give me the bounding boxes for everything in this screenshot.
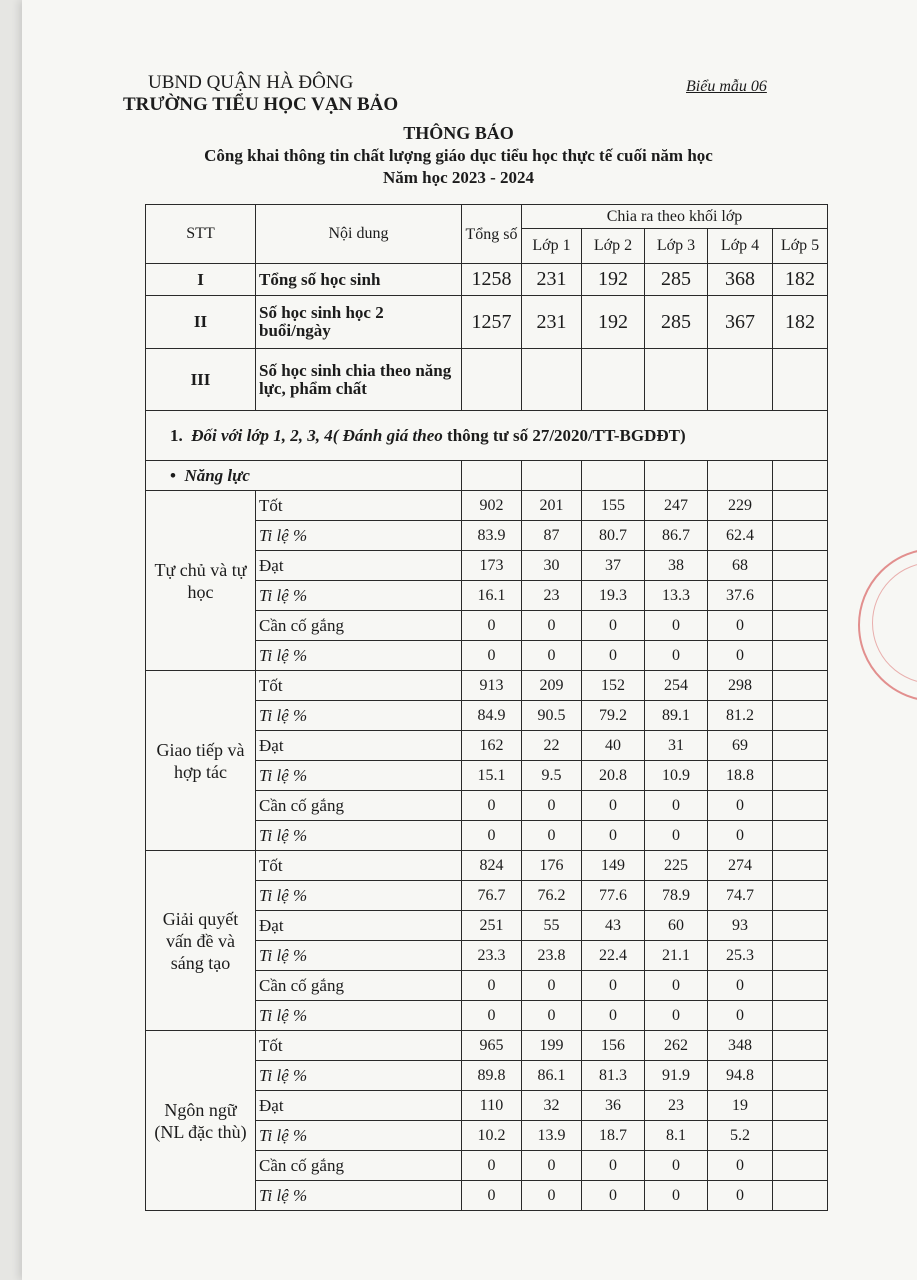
rating-label: Ti lệ % xyxy=(256,641,462,671)
row-stt: II xyxy=(146,296,256,349)
row-value: 13.3 xyxy=(645,581,708,611)
row-value: 0 xyxy=(645,1181,708,1211)
row-value: 81.3 xyxy=(582,1061,645,1091)
row-value: 0 xyxy=(582,1151,645,1181)
table-row xyxy=(146,491,828,521)
rating-label: Cần cố gắng xyxy=(256,971,462,1001)
school-year: Năm học 2023 - 2024 xyxy=(382,168,535,187)
table-row xyxy=(146,296,828,349)
header-grade-5: Lớp 5 xyxy=(773,229,828,264)
row-value: 93 xyxy=(708,911,773,941)
row-value: 0 xyxy=(582,821,645,851)
table-row xyxy=(146,264,828,296)
row-value: 155 xyxy=(582,491,645,521)
row-value: 199 xyxy=(522,1031,582,1061)
empty-cell-grade-5 xyxy=(773,581,828,611)
row-value: 156 xyxy=(582,1031,645,1061)
row-value: 69 xyxy=(708,731,773,761)
document-subtitle: Công khai thông tin chất lượng giáo dục tiểu học thực tế cuối năm học xyxy=(204,146,713,165)
rating-label: Tốt xyxy=(256,671,462,701)
row-value: 0 xyxy=(522,1001,582,1031)
row-label: Số học sinh chia theo năng lực, phẩm chất xyxy=(256,349,462,411)
table-row xyxy=(146,1031,828,1061)
row-value: 19 xyxy=(708,1091,773,1121)
empty-cell-grade-5 xyxy=(773,1181,828,1211)
header-stt: STT xyxy=(146,205,256,264)
row-value: 348 xyxy=(708,1031,773,1061)
row-total: 0 xyxy=(462,1001,522,1031)
row-total: 0 xyxy=(462,641,522,671)
row-value: 20.8 xyxy=(582,761,645,791)
row-total: 251 xyxy=(462,911,522,941)
empty-cell-grade-5 xyxy=(773,1031,828,1061)
row-value: 86.1 xyxy=(522,1061,582,1091)
row-value: 231 xyxy=(522,264,582,296)
row-value: 0 xyxy=(645,821,708,851)
row-stt: I xyxy=(146,264,256,296)
row-value: 36 xyxy=(582,1091,645,1121)
row-value: 38 xyxy=(645,551,708,581)
row-total: 89.8 xyxy=(462,1061,522,1091)
row-value: 0 xyxy=(582,1181,645,1211)
row-total: 965 xyxy=(462,1031,522,1061)
row-total: 902 xyxy=(462,491,522,521)
row-value: 201 xyxy=(522,491,582,521)
rating-label: Tốt xyxy=(256,491,462,521)
row-value: 0 xyxy=(708,611,773,641)
row-value: 23 xyxy=(522,581,582,611)
row-value: 0 xyxy=(522,971,582,1001)
row-value: 79.2 xyxy=(582,701,645,731)
row-value: 274 xyxy=(708,851,773,881)
section-heading-rest: thông tư số 27/2020/TT-BGDĐT) xyxy=(447,425,686,445)
header-grade-1: Lớp 1 xyxy=(522,229,582,264)
row-total: 83.9 xyxy=(462,521,522,551)
empty-cell-grade-5 xyxy=(773,851,828,881)
empty-cell-grade-5 xyxy=(773,551,828,581)
section-heading xyxy=(146,411,828,461)
row-value: 176 xyxy=(522,851,582,881)
header-grade-2: Lớp 2 xyxy=(582,229,645,264)
section-heading-italic: Đối với lớp 1, 2, 3, 4( Đánh giá theo xyxy=(191,425,443,445)
row-value: 0 xyxy=(645,971,708,1001)
row-value: 37 xyxy=(582,551,645,581)
row-value: 76.2 xyxy=(522,881,582,911)
row-total: 0 xyxy=(462,971,522,1001)
row-value: 0 xyxy=(708,641,773,671)
row-total: 23.3 xyxy=(462,941,522,971)
row-value: 209 xyxy=(522,671,582,701)
competency-group-name: Giao tiếp và hợp tác xyxy=(146,671,256,851)
row-value: 10.9 xyxy=(645,761,708,791)
empty-cell-grade-5 xyxy=(773,941,828,971)
rating-label: Ti lệ % xyxy=(256,761,462,791)
row-value: 225 xyxy=(645,851,708,881)
header-content: Nội dung xyxy=(256,205,462,264)
row-value: 22 xyxy=(522,731,582,761)
row-value: 62.4 xyxy=(708,521,773,551)
row-total: 1257 xyxy=(462,296,522,349)
row-value: 192 xyxy=(582,264,645,296)
table-row xyxy=(146,671,828,701)
empty-cell-grade-5 xyxy=(773,821,828,851)
school-name: TRƯỜNG TIỂU HỌC VẠN BẢO xyxy=(123,94,399,115)
row-value: 0 xyxy=(708,1151,773,1181)
row-total: 162 xyxy=(462,731,522,761)
row-value: 192 xyxy=(582,296,645,349)
row-value: 60 xyxy=(645,911,708,941)
row-value: 89.1 xyxy=(645,701,708,731)
rating-label: Tốt xyxy=(256,851,462,881)
row-value: 149 xyxy=(582,851,645,881)
rating-label: Đạt xyxy=(256,551,462,581)
row-value: 182 xyxy=(773,296,828,349)
row-value: 80.7 xyxy=(582,521,645,551)
subsection-label: Năng lực xyxy=(184,465,250,485)
row-value: 368 xyxy=(708,264,773,296)
row-value: 81.2 xyxy=(708,701,773,731)
row-value: 40 xyxy=(582,731,645,761)
row-value: 0 xyxy=(582,1001,645,1031)
row-value: 247 xyxy=(645,491,708,521)
form-number: Biểu mẫu 06 xyxy=(686,78,767,95)
row-label: Số học sinh học 2 buổi/ngày xyxy=(256,296,462,349)
document-title: THÔNG BÁO xyxy=(403,123,514,143)
row-total: 173 xyxy=(462,551,522,581)
rating-label: Đạt xyxy=(256,731,462,761)
header-grade-3: Lớp 3 xyxy=(645,229,708,264)
row-value: 21.1 xyxy=(645,941,708,971)
rating-label: Ti lệ % xyxy=(256,941,462,971)
empty-cell-grade-5 xyxy=(773,521,828,551)
row-value: 30 xyxy=(522,551,582,581)
empty-cell-grade-5 xyxy=(773,881,828,911)
row-value: 18.8 xyxy=(708,761,773,791)
row-value: 0 xyxy=(708,971,773,1001)
row-value: 0 xyxy=(645,1151,708,1181)
statistics-table xyxy=(145,204,828,1211)
row-value: 68 xyxy=(708,551,773,581)
rating-label: Ti lệ % xyxy=(256,521,462,551)
rating-label: Đạt xyxy=(256,1091,462,1121)
row-value: 23.8 xyxy=(522,941,582,971)
row-total: 0 xyxy=(462,821,522,851)
table-row xyxy=(146,349,828,411)
rating-label: Cần cố gắng xyxy=(256,791,462,821)
row-value: 0 xyxy=(522,1181,582,1211)
empty-cell-grade-5 xyxy=(773,1091,828,1121)
header-grade-4: Lớp 4 xyxy=(708,229,773,264)
competency-group-name: Ngôn ngữ (NL đặc thù) xyxy=(146,1031,256,1211)
row-value: 43 xyxy=(582,911,645,941)
row-value: 91.9 xyxy=(645,1061,708,1091)
rating-label: Cần cố gắng xyxy=(256,1151,462,1181)
row-value: 9.5 xyxy=(522,761,582,791)
row-value: 90.5 xyxy=(522,701,582,731)
row-stt: III xyxy=(146,349,256,411)
row-value: 182 xyxy=(773,264,828,296)
rating-label: Ti lệ % xyxy=(256,1061,462,1091)
row-total: 110 xyxy=(462,1091,522,1121)
row-value: 0 xyxy=(522,611,582,641)
row-value: 0 xyxy=(708,1001,773,1031)
row-value: 74.7 xyxy=(708,881,773,911)
row-total: 824 xyxy=(462,851,522,881)
row-total: 15.1 xyxy=(462,761,522,791)
row-value: 0 xyxy=(522,821,582,851)
rating-label: Ti lệ % xyxy=(256,1181,462,1211)
row-value: 0 xyxy=(522,1151,582,1181)
row-value: 285 xyxy=(645,296,708,349)
row-value: 8.1 xyxy=(645,1121,708,1151)
row-value: 152 xyxy=(582,671,645,701)
row-value: 78.9 xyxy=(645,881,708,911)
table-row xyxy=(146,851,828,881)
row-value: 367 xyxy=(708,296,773,349)
row-value: 0 xyxy=(645,641,708,671)
row-value: 87 xyxy=(522,521,582,551)
row-value: 262 xyxy=(645,1031,708,1061)
row-value: 0 xyxy=(708,791,773,821)
row-value: 94.8 xyxy=(708,1061,773,1091)
empty-cell-grade-5 xyxy=(773,791,828,821)
row-value: 23 xyxy=(645,1091,708,1121)
row-value: 55 xyxy=(522,911,582,941)
empty-cell-grade-5 xyxy=(773,1121,828,1151)
empty-cell-grade-5 xyxy=(773,1061,828,1091)
row-value: 0 xyxy=(582,791,645,821)
header-total: Tổng số xyxy=(462,205,522,264)
row-value: 0 xyxy=(708,1181,773,1211)
bullet-icon: • xyxy=(170,465,176,485)
row-value: 231 xyxy=(522,296,582,349)
rating-label: Đạt xyxy=(256,911,462,941)
empty-cell-grade-5 xyxy=(773,671,828,701)
row-value: 285 xyxy=(645,264,708,296)
row-value: 37.6 xyxy=(708,581,773,611)
row-total: 1258 xyxy=(462,264,522,296)
row-value: 0 xyxy=(645,611,708,641)
row-total: 913 xyxy=(462,671,522,701)
row-total: 0 xyxy=(462,1151,522,1181)
section-number: 1. xyxy=(170,425,183,445)
row-value: 18.7 xyxy=(582,1121,645,1151)
row-total: 84.9 xyxy=(462,701,522,731)
rating-label: Ti lệ % xyxy=(256,1121,462,1151)
subsection-row xyxy=(146,461,828,491)
rating-label: Tốt xyxy=(256,1031,462,1061)
row-total: 0 xyxy=(462,611,522,641)
row-value: 77.6 xyxy=(582,881,645,911)
rating-label: Ti lệ % xyxy=(256,1001,462,1031)
row-value: 0 xyxy=(582,611,645,641)
row-value: 22.4 xyxy=(582,941,645,971)
rating-label: Ti lệ % xyxy=(256,821,462,851)
empty-cell-grade-5 xyxy=(773,911,828,941)
row-value: 0 xyxy=(582,971,645,1001)
row-value: 86.7 xyxy=(645,521,708,551)
row-label: Tổng số học sinh xyxy=(256,264,462,296)
empty-cell-grade-5 xyxy=(773,731,828,761)
rating-label: Ti lệ % xyxy=(256,581,462,611)
competency-group-name: Giải quyết vấn đề và sáng tạo xyxy=(146,851,256,1031)
row-value: 32 xyxy=(522,1091,582,1121)
empty-cell-grade-5 xyxy=(773,491,828,521)
empty-cell-grade-5 xyxy=(773,641,828,671)
row-total: 76.7 xyxy=(462,881,522,911)
row-value: 0 xyxy=(645,1001,708,1031)
empty-cell-grade-5 xyxy=(773,1001,828,1031)
row-value: 229 xyxy=(708,491,773,521)
row-value: 0 xyxy=(708,821,773,851)
empty-cell-grade-5 xyxy=(773,611,828,641)
row-value: 19.3 xyxy=(582,581,645,611)
row-total: 0 xyxy=(462,791,522,821)
subsection-heading xyxy=(146,461,462,491)
competency-group-name: Tự chủ và tự học xyxy=(146,491,256,671)
section-row xyxy=(146,411,828,461)
row-total: 10.2 xyxy=(462,1121,522,1151)
header-split-by-grade: Chia ra theo khối lớp xyxy=(522,205,828,229)
row-value: 254 xyxy=(645,671,708,701)
row-total: 16.1 xyxy=(462,581,522,611)
rating-label: Ti lệ % xyxy=(256,701,462,731)
empty-cell-grade-5 xyxy=(773,761,828,791)
empty-cell-grade-5 xyxy=(773,1151,828,1181)
row-value: 298 xyxy=(708,671,773,701)
row-value: 5.2 xyxy=(708,1121,773,1151)
row-value: 31 xyxy=(645,731,708,761)
row-value: 25.3 xyxy=(708,941,773,971)
empty-cell-grade-5 xyxy=(773,701,828,731)
row-value: 0 xyxy=(645,791,708,821)
row-value: 13.9 xyxy=(522,1121,582,1151)
rating-label: Ti lệ % xyxy=(256,881,462,911)
row-value: 0 xyxy=(522,791,582,821)
rating-label: Cần cố gắng xyxy=(256,611,462,641)
empty-cell-grade-5 xyxy=(773,971,828,1001)
row-total: 0 xyxy=(462,1181,522,1211)
row-value: 0 xyxy=(522,641,582,671)
row-value: 0 xyxy=(582,641,645,671)
agency-name: UBND QUẬN HÀ ĐÔNG xyxy=(148,72,354,93)
